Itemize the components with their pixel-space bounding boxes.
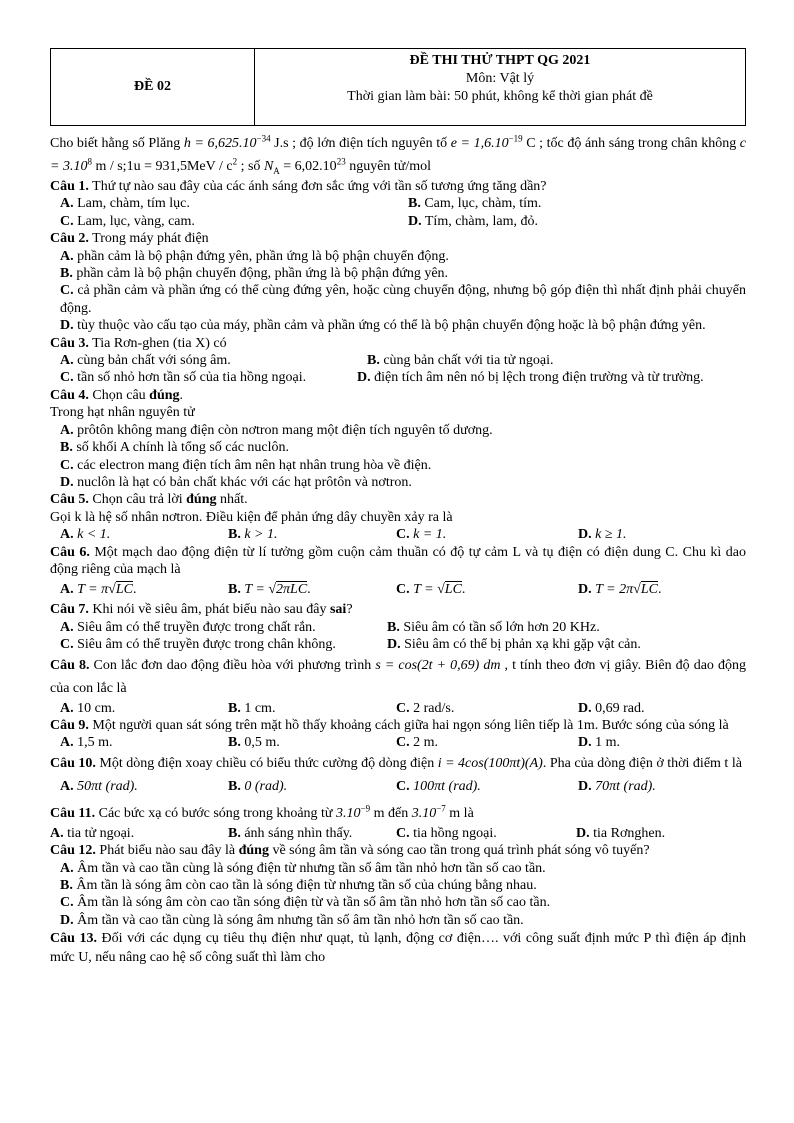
exam-header: [50, 48, 746, 126]
option-c[interactable]: C. Lam, lục, vàng, cam.: [60, 213, 195, 229]
option-d[interactable]: D. Tím, chàm, lam, đỏ.: [408, 213, 539, 229]
option-a[interactable]: A. phần cảm là bộ phận đứng yên, phần ứng là bộ phận chuyển động.: [60, 248, 449, 264]
question-5: Câu 5. Chọn câu trả lời đúng nhất. Gọi k là hệ số nhân nơtron. Điều kiện để phản ứng dây chuyền xảy ra là A. k < 1. B. k > 1. C. k = 1. D. k ≥ 1.: [50, 491, 746, 543]
option-c[interactable]: C. Siêu âm có thể truyền được trong chân không.: [60, 637, 336, 653]
option-c[interactable]: C. 100πt (rad).: [396, 778, 481, 794]
option-a[interactable]: A. tia tử ngoại.: [50, 825, 135, 841]
option-d[interactable]: D. 1 m.: [578, 735, 621, 751]
option-c[interactable]: C. 2 m.: [396, 735, 439, 751]
exam-code: ĐỀ 02: [51, 49, 255, 125]
option-c[interactable]: C. Âm tần là sóng âm còn cao tần sóng điện từ và tần số âm tần nhỏ hơn tần số cao tần.: [60, 895, 551, 911]
question-8: Câu 8. Con lắc đơn dao động điều hòa với phương trình s = cos(2t + 0,69) dm , t tính theo đơn vị giây. Biên độ dao động của con lắc là A. 10 cm. B. 1 cm. C. 2 rad/s. D. 0,69 rad.: [50, 657, 746, 716]
option-b[interactable]: B. phần cảm là bộ phận chuyển động, phần ứng là bộ phận đứng yên.: [60, 266, 449, 282]
question-6: Câu 6. Một mạch dao động điện từ lí tưởng gồm cuộn cảm thuần có độ tự cảm L và tụ điện có điện dung C. Chu kì dao động riêng của mạch là A. T = π√LC. B. T = √2πLC. C. T = √LC. D. T = 2π√LC.: [50, 544, 746, 602]
option-d[interactable]: D. nuclôn là hạt có bản chất khác với các hạt prôtôn và nơtron.: [60, 474, 412, 490]
option-b[interactable]: B. số khối A chính là tổng số các nuclôn.: [60, 440, 290, 456]
option-b[interactable]: B. T = √2πLC.: [228, 582, 311, 598]
option-d[interactable]: D. tia Rơnghen.: [576, 825, 666, 841]
sqrt-sign-icon: √: [268, 582, 277, 598]
option-c[interactable]: C. k = 1.: [396, 527, 447, 543]
option-a[interactable]: A. 50πt (rad).: [60, 778, 138, 794]
option-a[interactable]: A. 1,5 m.: [60, 735, 113, 751]
question-9: Câu 9. Một người quan sát sóng trên mặt hồ thấy khoảng cách giữa hai ngọn sóng liên tiếp là 1m. Bước sóng của sóng là A. 1,5 m. B. 0,5 m. C. 2 m. D. 1 m.: [50, 717, 746, 752]
question-7: Câu 7. Khi nói về siêu âm, phát biểu nào sau đây sai? A. Siêu âm có thể truyền được trong chất rắn. B. Siêu âm có tần số lớn hơn 20 KHz. C. Siêu âm có thể truyền được trong chân không. D. Siêu âm có thể bị phản xạ khi gặp vật cản.: [50, 601, 746, 653]
option-a[interactable]: A. 10 cm.: [60, 700, 116, 716]
question-13: Câu 13. Đối với các dụng cụ tiêu thụ điện như quạt, tủ lạnh, động cơ điện…. với công suất định mức P thì điện áp định mức U, nếu nâng cao hệ số công suất thì làm cho: [50, 931, 746, 966]
option-a[interactable]: A. Siêu âm có thể truyền được trong chất rắn.: [60, 619, 316, 635]
option-b[interactable]: B. Siêu âm có tần số lớn hơn 20 KHz.: [387, 619, 600, 635]
constants-intro: Cho biết hằng số Plăng $h = 6,625.10^{-34}$ J.s ; độ lớn điện tích nguyên tố $e = 1,6.10^{-19}$ C ; tốc độ ánh sáng trong chân không $c = 3.10^8$ m / s;1u = $931,5MeV / c^2$ ; số $N_A = 6,02.10^{23}$ nguyên tử/mol: [50, 133, 747, 176]
question-1: Câu 1. Thứ tự nào sau đây của các ánh sáng đơn sắc ứng với tần số tương ứng tăng dần? A. Lam, chàm, tím lục. B. Cam, lục, chàm, tím. C. Lam, lục, vàng, cam. D. Tím, chàm, lam, đỏ.: [50, 178, 746, 230]
option-d[interactable]: D. điện tích âm nên nó bị lệch trong điện trường và từ trường.: [357, 370, 704, 386]
option-c[interactable]: C. tia hồng ngoại.: [396, 825, 497, 841]
option-b[interactable]: B. k > 1.: [228, 527, 278, 543]
option-c[interactable]: C. cả phần cảm và phần ứng có thể cùng đứng yên, hoặc cùng chuyển động, nhưng bộ góp điện thì nhất định phải chuyển động.: [60, 283, 747, 316]
option-d[interactable]: D. k ≥ 1.: [578, 527, 627, 543]
option-b[interactable]: B. ánh sáng nhìn thấy.: [228, 825, 353, 841]
option-b[interactable]: B. Âm tần là sóng âm còn cao tần là sóng điện từ nhưng tần số của chúng bằng nhau.: [60, 878, 537, 893]
option-b[interactable]: B. 0 (rad).: [228, 778, 288, 794]
exam-title: ĐỀ THI THỬ THPT QG 2021: [409, 53, 591, 68]
option-c[interactable]: C. tần số nhỏ hơn tần số của tia hồng ngoại.: [60, 370, 307, 386]
exam-subject: Môn: Vật lý: [465, 71, 535, 86]
sqrt-sign-icon: √: [633, 582, 641, 598]
question-4: Câu 4. Chọn câu đúng. Trong hạt nhân nguyên tử A. prôtôn không mang điện còn nơtron mang một điện tích nguyên tố dương. B. số khối A chính là tổng số các nuclôn. C. các electron mang điện tích âm nên hạt nhân trung hòa về điện. D. nuclôn là hạt có bản chất khác với các hạt prôtôn và nơtron.: [50, 387, 746, 491]
question-2: Câu 2. Trong máy phát điện A. phần cảm là bộ phận đứng yên, phần ứng là bộ phận chuyển động. B. phần cảm là bộ phận chuyển động, phần ứng là bộ phận đứng yên. C. cả phần cảm và phần ứng có thể cùng đứng yên, hoặc cùng chuyển động, nhưng bộ góp điện thì nhất định phải chuyển động. D. tùy thuộc vào cấu tạo của máy, phần cảm và phần ứng có thể là bộ phận chuyển động hoặc là bộ phận đứng yên.: [50, 231, 747, 334]
option-b[interactable]: B. Cam, lục, chàm, tím.: [408, 196, 542, 212]
exam-time: Thời gian làm bài: 50 phút, không kể thời gian phát đề: [347, 89, 653, 104]
option-a[interactable]: A. cùng bản chất với sóng âm.: [60, 353, 231, 369]
option-c[interactable]: C. T = √LC.: [396, 582, 466, 598]
question-11: Câu 11. Các bức xạ có bước sóng trong khoảng từ $3.10^{-9}$ m đến $3.10^{-7}$ m là A. tia tử ngoại. B. ánh sáng nhìn thấy. C. tia hồng ngoại. D. tia Rơnghen.: [50, 802, 746, 842]
option-a[interactable]: A. T = π√LC.: [60, 582, 137, 598]
exam-header-info: [255, 49, 745, 125]
sqrt-sign-icon: √: [437, 582, 445, 598]
option-d[interactable]: D. Siêu âm có thể bị phản xạ khi gặp vật cản.: [387, 637, 641, 653]
option-a[interactable]: A. k < 1.: [60, 527, 111, 543]
question-12: Câu 12. Phát biểu nào sau đây là đúng về sóng âm tần và sóng cao tần trong quá trình phát sóng vô tuyến? A. Âm tần và cao tần cùng là sóng điện từ nhưng tần số âm tần nhỏ hơn tần số cao tần. B. Âm tần là sóng âm còn cao tần là sóng điện từ nhưng tần số của chúng bằng nhau. C. Âm tần là sóng âm còn cao tần sóng điện từ và tần số âm tần nhỏ hơn tần số cao tần. D. Âm tần và cao tần cùng là sóng âm nhưng tần số âm tần nhỏ hơn tần số cao tần.: [50, 842, 746, 929]
option-d[interactable]: D. 0,69 rad.: [578, 700, 645, 716]
option-a[interactable]: A. Lam, chàm, tím lục.: [60, 196, 190, 212]
exam-page: [50, 48, 746, 967]
option-d[interactable]: D. Âm tần và cao tần cùng là sóng âm nhưng tần số âm tần nhỏ hơn tần số cao tần.: [60, 912, 524, 928]
option-a[interactable]: A. Âm tần và cao tần cùng là sóng điện từ nhưng tần số âm tần nhỏ hơn tần số cao tần.: [60, 860, 546, 876]
question-10: Câu 10. Một dòng điện xoay chiều có biểu thức cường độ dòng điện i = 4cos(100πt)(A). Pha của dòng điện ở thời điểm t là A. 50πt (rad). B. 0 (rad). C. 100πt (rad). D. 70πt (rad).: [50, 752, 746, 798]
option-a[interactable]: A. prôtôn không mang điện còn nơtron mang một điện tích nguyên tố dương.: [60, 422, 493, 438]
question-3: Câu 3. Tia Rơn-ghen (tia X) có A. cùng bản chất với sóng âm. B. cùng bản chất với tia tử ngoại. C. tần số nhỏ hơn tần số của tia hồng ngoại. D. điện tích âm nên nó bị lệch trong điện trường và từ trường.: [50, 335, 746, 387]
option-d[interactable]: D. tùy thuộc vào cấu tạo của máy, phần cảm và phần ứng có thể là bộ phận chuyển động hoặc là bộ phận đứng yên.: [60, 318, 706, 334]
option-c[interactable]: C. các electron mang điện tích âm nên hạt nhân trung hòa về điện.: [60, 457, 432, 473]
option-d[interactable]: D. 70πt (rad).: [578, 778, 656, 794]
option-b[interactable]: B. 1 cm.: [228, 700, 276, 716]
option-c[interactable]: C. 2 rad/s.: [396, 700, 455, 716]
option-d[interactable]: D. T = 2π√LC.: [578, 582, 662, 598]
sqrt-sign-icon: √: [108, 582, 116, 598]
option-b[interactable]: B. 0,5 m.: [228, 735, 280, 751]
option-b[interactable]: B. cùng bản chất với tia tử ngoại.: [367, 353, 554, 369]
